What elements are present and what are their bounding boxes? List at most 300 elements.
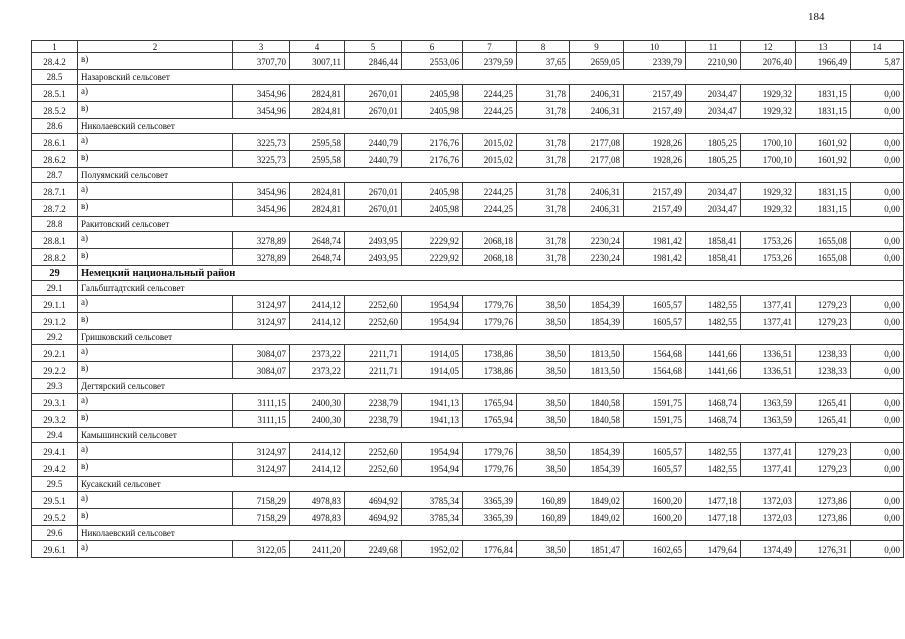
row-code: 29.5.1 — [32, 492, 78, 509]
value-cell: 1363,59 — [741, 411, 796, 428]
value-cell: 1336,51 — [741, 345, 796, 362]
value-cell: 1377,41 — [741, 296, 796, 313]
value-cell: 2252,60 — [345, 313, 402, 330]
value-cell: 2157,49 — [624, 200, 686, 217]
column-number: 6 — [402, 41, 463, 53]
value-cell: 31,78 — [517, 183, 570, 200]
section-name: Назаровский сельсовет — [78, 70, 904, 85]
column-number: 12 — [741, 41, 796, 53]
section-row — [32, 428, 904, 443]
value-cell: 1477,18 — [686, 509, 741, 526]
value-cell: 2177,08 — [570, 134, 624, 151]
value-cell: 3365,39 — [463, 492, 517, 509]
row-subtype: в) — [78, 151, 233, 168]
value-cell: 2229,92 — [402, 249, 463, 266]
section-name: Николаевский сельсовет — [78, 119, 904, 134]
section-row — [32, 217, 904, 232]
value-cell: 1482,55 — [686, 296, 741, 313]
row-code: 29.1 — [32, 281, 78, 296]
value-cell: 1779,76 — [463, 313, 517, 330]
value-cell: 3124,97 — [233, 296, 290, 313]
table-row — [32, 541, 904, 558]
value-cell: 1753,26 — [741, 232, 796, 249]
value-cell: 1265,41 — [796, 411, 851, 428]
value-cell: 1600,20 — [624, 492, 686, 509]
value-cell: 2252,60 — [345, 296, 402, 313]
column-number: 1 — [32, 41, 78, 53]
value-cell: 2068,18 — [463, 232, 517, 249]
value-cell: 2414,12 — [290, 313, 345, 330]
row-subtype: а) — [78, 394, 233, 411]
value-cell: 1605,57 — [624, 313, 686, 330]
value-cell: 3122,05 — [233, 541, 290, 558]
value-cell: 2406,31 — [570, 102, 624, 119]
value-cell: 1805,25 — [686, 134, 741, 151]
value-cell: 38,50 — [517, 411, 570, 428]
value-cell: 2406,31 — [570, 183, 624, 200]
value-cell: 0,00 — [851, 362, 904, 379]
value-cell: 4978,83 — [290, 509, 345, 526]
value-cell: 3454,96 — [233, 85, 290, 102]
row-code: 29.4.1 — [32, 443, 78, 460]
value-cell: 2034,47 — [686, 200, 741, 217]
row-subtype: а) — [78, 541, 233, 558]
value-cell: 3225,73 — [233, 134, 290, 151]
table-row — [32, 249, 904, 266]
value-cell: 1954,94 — [402, 296, 463, 313]
table-row — [32, 134, 904, 151]
value-cell: 3084,07 — [233, 345, 290, 362]
value-cell: 0,00 — [851, 102, 904, 119]
value-cell: 0,00 — [851, 183, 904, 200]
value-cell: 0,00 — [851, 313, 904, 330]
row-subtype: в) — [78, 509, 233, 526]
value-cell: 2493,95 — [345, 249, 402, 266]
section-name: Ракитовский сельсовет — [78, 217, 904, 232]
section-row — [32, 379, 904, 394]
value-cell: 160,89 — [517, 509, 570, 526]
row-code: 29.3.1 — [32, 394, 78, 411]
district-row — [32, 266, 904, 281]
value-cell: 3454,96 — [233, 200, 290, 217]
section-row — [32, 330, 904, 345]
row-subtype: в) — [78, 411, 233, 428]
value-cell: 0,00 — [851, 296, 904, 313]
table-row — [32, 411, 904, 428]
value-cell: 2824,81 — [290, 102, 345, 119]
column-number: 7 — [463, 41, 517, 53]
value-cell: 0,00 — [851, 232, 904, 249]
value-cell: 2015,02 — [463, 134, 517, 151]
value-cell: 3785,34 — [402, 509, 463, 526]
value-cell: 38,50 — [517, 313, 570, 330]
value-cell: 2440,79 — [345, 151, 402, 168]
value-cell: 31,78 — [517, 134, 570, 151]
section-name: Кусакский сельсовет — [78, 477, 904, 492]
value-cell: 38,50 — [517, 443, 570, 460]
value-cell: 0,00 — [851, 249, 904, 266]
value-cell: 0,00 — [851, 509, 904, 526]
value-cell: 1966,49 — [796, 53, 851, 70]
value-cell: 3124,97 — [233, 443, 290, 460]
value-cell: 0,00 — [851, 541, 904, 558]
section-row — [32, 119, 904, 134]
row-code: 29.1.1 — [32, 296, 78, 313]
value-cell: 1954,94 — [402, 460, 463, 477]
value-cell: 2211,71 — [345, 362, 402, 379]
value-cell: 31,78 — [517, 232, 570, 249]
value-cell: 2659,05 — [570, 53, 624, 70]
column-number: 10 — [624, 41, 686, 53]
value-cell: 0,00 — [851, 443, 904, 460]
row-code: 29.5.2 — [32, 509, 78, 526]
value-cell: 31,78 — [517, 151, 570, 168]
value-cell: 1279,23 — [796, 296, 851, 313]
value-cell: 1849,02 — [570, 492, 624, 509]
value-cell: 7158,29 — [233, 492, 290, 509]
row-subtype: в) — [78, 102, 233, 119]
row-code: 28.8.1 — [32, 232, 78, 249]
value-cell: 38,50 — [517, 460, 570, 477]
row-code: 29.3 — [32, 379, 78, 394]
value-cell: 1813,50 — [570, 362, 624, 379]
value-cell: 1840,58 — [570, 411, 624, 428]
value-cell: 1831,15 — [796, 85, 851, 102]
value-cell: 1981,42 — [624, 249, 686, 266]
row-subtype: в) — [78, 362, 233, 379]
value-cell: 1813,50 — [570, 345, 624, 362]
value-cell: 3785,34 — [402, 492, 463, 509]
row-subtype: в) — [78, 53, 233, 70]
table-row — [32, 492, 904, 509]
value-cell: 2493,95 — [345, 232, 402, 249]
section-name: Дегтярский сельсовет — [78, 379, 904, 394]
value-cell: 3111,15 — [233, 411, 290, 428]
value-cell: 1273,86 — [796, 492, 851, 509]
value-cell: 1468,74 — [686, 394, 741, 411]
section-row — [32, 477, 904, 492]
value-cell: 2373,22 — [290, 345, 345, 362]
value-cell: 3084,07 — [233, 362, 290, 379]
value-cell: 0,00 — [851, 151, 904, 168]
table-row — [32, 345, 904, 362]
value-cell: 1831,15 — [796, 183, 851, 200]
value-cell: 4694,92 — [345, 509, 402, 526]
value-cell: 1655,08 — [796, 249, 851, 266]
value-cell: 0,00 — [851, 460, 904, 477]
row-subtype: а) — [78, 443, 233, 460]
row-code: 29.4 — [32, 428, 78, 443]
page-number: 184 — [808, 11, 825, 23]
value-cell: 2440,79 — [345, 134, 402, 151]
value-cell: 1602,65 — [624, 541, 686, 558]
column-number: 2 — [78, 41, 233, 53]
value-cell: 1479,64 — [686, 541, 741, 558]
value-cell: 2405,98 — [402, 200, 463, 217]
value-cell: 1605,57 — [624, 460, 686, 477]
table-row — [32, 443, 904, 460]
value-cell: 1601,92 — [796, 151, 851, 168]
value-cell: 2648,74 — [290, 249, 345, 266]
value-cell: 2405,98 — [402, 85, 463, 102]
value-cell: 2230,24 — [570, 249, 624, 266]
value-cell: 1954,94 — [402, 443, 463, 460]
table-body — [32, 41, 904, 558]
value-cell: 1854,39 — [570, 296, 624, 313]
row-code: 29.2.1 — [32, 345, 78, 362]
value-cell: 1468,74 — [686, 411, 741, 428]
value-cell: 1372,03 — [741, 492, 796, 509]
value-cell: 2824,81 — [290, 200, 345, 217]
value-cell: 3225,73 — [233, 151, 290, 168]
row-subtype: в) — [78, 460, 233, 477]
value-cell: 2249,68 — [345, 541, 402, 558]
row-code: 29.3.2 — [32, 411, 78, 428]
column-number: 14 — [851, 41, 904, 53]
value-cell: 1377,41 — [741, 313, 796, 330]
value-cell: 2244,25 — [463, 200, 517, 217]
value-cell: 2411,20 — [290, 541, 345, 558]
row-code: 28.7 — [32, 168, 78, 183]
value-cell: 0,00 — [851, 345, 904, 362]
section-name: Полуямский сельсовет — [78, 168, 904, 183]
value-cell: 1477,18 — [686, 492, 741, 509]
district-name: Немецкий национальный район — [78, 266, 904, 281]
row-subtype: в) — [78, 200, 233, 217]
value-cell: 1265,41 — [796, 394, 851, 411]
row-code: 28.7.2 — [32, 200, 78, 217]
value-cell: 1564,68 — [624, 345, 686, 362]
value-cell: 1700,10 — [741, 151, 796, 168]
value-cell: 1738,86 — [463, 362, 517, 379]
value-cell: 1840,58 — [570, 394, 624, 411]
table-row — [32, 200, 904, 217]
value-cell: 1441,66 — [686, 362, 741, 379]
value-cell: 2238,79 — [345, 411, 402, 428]
value-cell: 2414,12 — [290, 296, 345, 313]
value-cell: 1700,10 — [741, 134, 796, 151]
value-cell: 1941,13 — [402, 394, 463, 411]
value-cell: 1849,02 — [570, 509, 624, 526]
value-cell: 1738,86 — [463, 345, 517, 362]
value-cell: 1854,39 — [570, 313, 624, 330]
value-cell: 2670,01 — [345, 183, 402, 200]
value-cell: 37,65 — [517, 53, 570, 70]
value-cell: 2824,81 — [290, 183, 345, 200]
row-code: 28.8.2 — [32, 249, 78, 266]
value-cell: 38,50 — [517, 345, 570, 362]
value-cell: 0,00 — [851, 492, 904, 509]
value-cell: 0,00 — [851, 394, 904, 411]
value-cell: 1276,31 — [796, 541, 851, 558]
table-row — [32, 232, 904, 249]
section-row — [32, 281, 904, 296]
value-cell: 1591,75 — [624, 411, 686, 428]
value-cell: 1851,47 — [570, 541, 624, 558]
row-subtype: в) — [78, 313, 233, 330]
table-row — [32, 85, 904, 102]
value-cell: 1374,49 — [741, 541, 796, 558]
row-subtype: а) — [78, 183, 233, 200]
section-row — [32, 526, 904, 541]
column-number: 11 — [686, 41, 741, 53]
value-cell: 38,50 — [517, 362, 570, 379]
row-code: 28.6 — [32, 119, 78, 134]
value-cell: 1765,94 — [463, 411, 517, 428]
value-cell: 2230,24 — [570, 232, 624, 249]
value-cell: 31,78 — [517, 249, 570, 266]
row-code: 28.4.2 — [32, 53, 78, 70]
column-number: 13 — [796, 41, 851, 53]
row-code: 29.6 — [32, 526, 78, 541]
value-cell: 2339,79 — [624, 53, 686, 70]
row-subtype: а) — [78, 345, 233, 362]
value-cell: 31,78 — [517, 85, 570, 102]
section-name: Николаевский сельсовет — [78, 526, 904, 541]
value-cell: 2211,71 — [345, 345, 402, 362]
column-number: 9 — [570, 41, 624, 53]
value-cell: 2846,44 — [345, 53, 402, 70]
section-name: Гальбштадтский сельсовет — [78, 281, 904, 296]
value-cell: 1929,32 — [741, 183, 796, 200]
value-cell: 31,78 — [517, 102, 570, 119]
value-cell: 2670,01 — [345, 85, 402, 102]
value-cell: 1279,23 — [796, 460, 851, 477]
value-cell: 0,00 — [851, 411, 904, 428]
table-row — [32, 151, 904, 168]
value-cell: 2553,06 — [402, 53, 463, 70]
tariff-table — [31, 40, 904, 558]
value-cell: 2670,01 — [345, 200, 402, 217]
value-cell: 3124,97 — [233, 460, 290, 477]
value-cell: 3278,89 — [233, 232, 290, 249]
value-cell: 1928,26 — [624, 151, 686, 168]
column-number-row — [32, 41, 904, 53]
value-cell: 3454,96 — [233, 102, 290, 119]
value-cell: 1482,55 — [686, 313, 741, 330]
value-cell: 38,50 — [517, 394, 570, 411]
value-cell: 2076,40 — [741, 53, 796, 70]
value-cell: 3111,15 — [233, 394, 290, 411]
value-cell: 1981,42 — [624, 232, 686, 249]
row-code: 28.8 — [32, 217, 78, 232]
value-cell: 1279,23 — [796, 443, 851, 460]
value-cell: 1858,41 — [686, 232, 741, 249]
value-cell: 2406,31 — [570, 200, 624, 217]
value-cell: 1914,05 — [402, 345, 463, 362]
value-cell: 2252,60 — [345, 443, 402, 460]
value-cell: 31,78 — [517, 200, 570, 217]
section-row — [32, 168, 904, 183]
value-cell: 38,50 — [517, 296, 570, 313]
value-cell: 0,00 — [851, 85, 904, 102]
value-cell: 1591,75 — [624, 394, 686, 411]
table-row — [32, 53, 904, 70]
value-cell: 2595,58 — [290, 134, 345, 151]
value-cell: 2400,30 — [290, 394, 345, 411]
value-cell: 1605,57 — [624, 443, 686, 460]
section-name: Камышинский сельсовет — [78, 428, 904, 443]
value-cell: 1928,26 — [624, 134, 686, 151]
column-number: 4 — [290, 41, 345, 53]
value-cell: 1765,94 — [463, 394, 517, 411]
row-subtype: в) — [78, 249, 233, 266]
value-cell: 2244,25 — [463, 183, 517, 200]
value-cell: 2244,25 — [463, 102, 517, 119]
value-cell: 1854,39 — [570, 460, 624, 477]
value-cell: 2595,58 — [290, 151, 345, 168]
row-code: 29 — [32, 266, 78, 281]
table-row — [32, 313, 904, 330]
value-cell: 2648,74 — [290, 232, 345, 249]
value-cell: 2400,30 — [290, 411, 345, 428]
value-cell: 2157,49 — [624, 183, 686, 200]
row-code: 29.5 — [32, 477, 78, 492]
value-cell: 2414,12 — [290, 460, 345, 477]
value-cell: 2034,47 — [686, 85, 741, 102]
value-cell: 1377,41 — [741, 443, 796, 460]
row-code: 29.2.2 — [32, 362, 78, 379]
value-cell: 1779,76 — [463, 443, 517, 460]
value-cell: 1952,02 — [402, 541, 463, 558]
value-cell: 1858,41 — [686, 249, 741, 266]
value-cell: 1753,26 — [741, 249, 796, 266]
value-cell: 1238,33 — [796, 345, 851, 362]
value-cell: 3454,96 — [233, 183, 290, 200]
value-cell: 1336,51 — [741, 362, 796, 379]
value-cell: 2176,76 — [402, 134, 463, 151]
section-row — [32, 70, 904, 85]
row-code: 28.7.1 — [32, 183, 78, 200]
row-subtype: а) — [78, 232, 233, 249]
value-cell: 1600,20 — [624, 509, 686, 526]
value-cell: 1655,08 — [796, 232, 851, 249]
value-cell: 0,00 — [851, 134, 904, 151]
value-cell: 1363,59 — [741, 394, 796, 411]
row-subtype: а) — [78, 85, 233, 102]
value-cell: 1564,68 — [624, 362, 686, 379]
value-cell: 4694,92 — [345, 492, 402, 509]
value-cell: 2414,12 — [290, 443, 345, 460]
table-row — [32, 296, 904, 313]
row-code: 28.5.2 — [32, 102, 78, 119]
table-row — [32, 102, 904, 119]
value-cell: 2157,49 — [624, 102, 686, 119]
table-row — [32, 394, 904, 411]
value-cell: 1929,32 — [741, 85, 796, 102]
value-cell: 1238,33 — [796, 362, 851, 379]
table-row — [32, 460, 904, 477]
value-cell: 2034,47 — [686, 102, 741, 119]
value-cell: 3007,11 — [290, 53, 345, 70]
value-cell: 38,50 — [517, 541, 570, 558]
value-cell: 3124,97 — [233, 313, 290, 330]
value-cell: 2379,59 — [463, 53, 517, 70]
value-cell: 2177,08 — [570, 151, 624, 168]
value-cell: 1779,76 — [463, 460, 517, 477]
value-cell: 1941,13 — [402, 411, 463, 428]
row-code: 28.6.1 — [32, 134, 78, 151]
row-subtype: а) — [78, 296, 233, 313]
value-cell: 5,87 — [851, 53, 904, 70]
value-cell: 1482,55 — [686, 460, 741, 477]
value-cell: 2373,22 — [290, 362, 345, 379]
value-cell: 1954,94 — [402, 313, 463, 330]
value-cell: 1377,41 — [741, 460, 796, 477]
value-cell: 1929,32 — [741, 102, 796, 119]
table-row — [32, 183, 904, 200]
value-cell: 1831,15 — [796, 102, 851, 119]
